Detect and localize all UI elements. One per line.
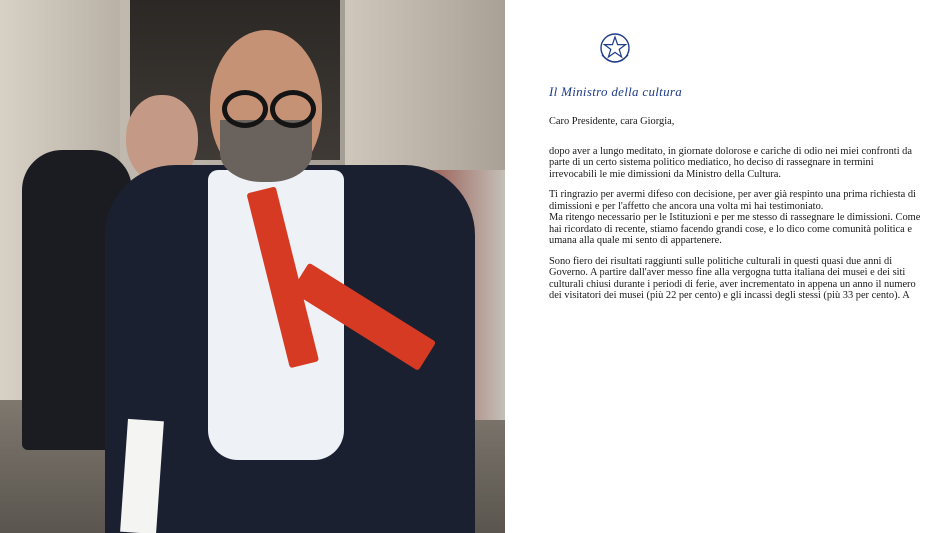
minister-beard	[220, 120, 312, 182]
letter-line: dopo aver a lungo meditato, in giornate dolorose e cariche di odio nei miei confronti da	[549, 145, 912, 157]
letter-line: Ma ritengo necessario per le Istituzioni e per me stesso di rassegnare le dimissioni. Come	[549, 212, 921, 223]
letter-line: hai ricordato di recente, stiamo facendo grandi cose, e lo dico come comunità politica e	[549, 223, 912, 235]
letter-body	[549, 116, 934, 302]
letter-line: parte di un certo sistema politico mediatico, ho deciso di rassegnare in termini	[549, 157, 874, 168]
letterhead-title: Il Ministro della cultura	[549, 84, 683, 99]
letter-line: Ti ringrazio per avermi difeso con decisione, per aver già respinto una prima richiesta di	[549, 189, 916, 200]
glasses-lens-right	[270, 90, 316, 128]
letter-line: culturali chiusi durante i periodi di ferie, aver incrementato in appena un anno il numero	[549, 278, 916, 290]
republic-emblem-icon	[598, 31, 632, 67]
letter-line: dei visitatori dei musei (più 22 per cento) e gli incassi degli stessi (più 33 per cento). A	[549, 290, 910, 301]
letter-line: dimissioni e per l'affetto che ancora una volta mi hai testimoniato.	[549, 200, 824, 212]
letter-line: Sono fiero dei risultati raggiunti sulle politiche culturali in questi quasi due anni di	[549, 255, 893, 267]
letter-line: Governo. A partire dall'aver messo fine alla vergogna tutta italiana dei musei e dei siti	[549, 267, 906, 278]
glasses-lens-left	[222, 90, 268, 128]
letter-line: umana alla quale mi sento di appartenere.	[549, 235, 722, 246]
letter-salutation: Caro Presidente, cara Giorgia,	[549, 116, 675, 127]
image-divider	[505, 0, 513, 533]
letter-line: irrevocabili le mie dimissioni da Ministro della Cultura.	[549, 168, 782, 180]
resignation-letter	[513, 0, 950, 533]
